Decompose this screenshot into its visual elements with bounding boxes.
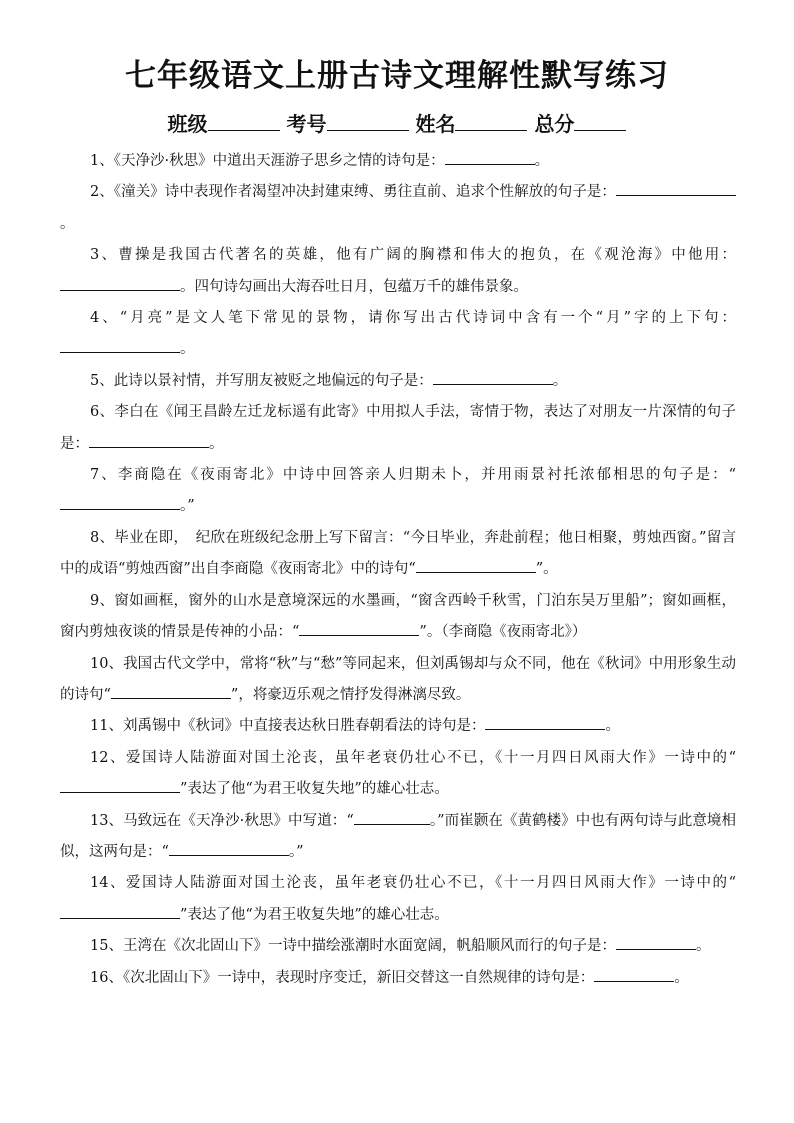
- answer-blank[interactable]: [60, 903, 180, 919]
- question-text: 。: [674, 969, 689, 986]
- question-8: [60, 523, 736, 586]
- question-text: 。”而崔颢在《黄鹤楼》中也有两句诗与此意境相似，这两句是：“: [60, 812, 736, 860]
- question-text: 16、《次北固山下》一诗中，表现时序变迁，新旧交替这一自然规律的诗句是：: [90, 969, 595, 986]
- answer-blank[interactable]: [89, 432, 209, 448]
- answer-blank[interactable]: [433, 369, 553, 385]
- exam-no-blank[interactable]: [327, 110, 409, 131]
- score-label: 总分: [534, 112, 575, 136]
- question-4: [60, 303, 736, 366]
- question-text: 。: [60, 215, 75, 232]
- question-14: [60, 868, 736, 931]
- question-text: 2、《潼关》诗中表现作者渴望冲决封建束缚、勇往直前、追求个性解放的句子是：: [90, 184, 616, 201]
- question-text: 15、王湾在《次北固山下》一诗中描绘涨潮时水面宽阔，帆船顺风而行的句子是：: [90, 938, 616, 955]
- question-text: 4、“月亮”是文人笔下常见的景物，请你写出古代诗词中含有一个“月”字的上下句：: [90, 310, 736, 327]
- answer-blank[interactable]: [594, 966, 674, 982]
- question-12: [60, 743, 736, 806]
- class-label: 班级: [167, 112, 208, 136]
- question-16: [60, 963, 736, 994]
- question-text: 。: [695, 938, 711, 955]
- score-blank[interactable]: [574, 110, 626, 131]
- question-text: 9、窗如画框，窗外的山水是意境深远的水墨画，“窗含西岭千秋雪，门泊东吴万里船”；窗如画框，窗内剪烛夜谈的情景是传神的小品：“: [60, 592, 736, 641]
- question-text: 。: [534, 153, 550, 169]
- question-text: 。”: [180, 498, 195, 515]
- question-text: 。: [209, 435, 224, 452]
- question-text: 5、此诗以景衬情，并写朋友被贬之地偏远的句子是：: [90, 372, 433, 389]
- question-text: ”，将豪迈乐观之情抒发得淋漓尽致。: [230, 686, 471, 703]
- question-15: [60, 931, 736, 962]
- question-text: 7、李商隐在《夜雨寄北》中诗中回答亲人归期未卜，并用雨景衬托浓郁相思的句子是：“: [90, 467, 736, 484]
- question-text: 12、爱国诗人陆游面对国土沦丧，虽年老衰仍壮心不已，《十一月四日风雨大作》一诗中的“: [90, 749, 736, 766]
- question-text: ”。（李商隐《夜雨寄北》）: [419, 624, 587, 641]
- question-9: [60, 586, 736, 649]
- question-10: [60, 649, 736, 712]
- question-text: 11、刘禹锡中《秋词》中直接表达秋日胜春朝看法的诗句是：: [90, 718, 486, 735]
- question-3: [60, 240, 736, 303]
- question-text: 。四句诗勾画出大海吞吐日月，包蕴万千的雄伟景象。: [180, 278, 528, 295]
- answer-blank[interactable]: [169, 840, 289, 856]
- answer-blank[interactable]: [60, 275, 180, 291]
- question-text: ”。: [535, 561, 558, 578]
- answer-blank[interactable]: [354, 809, 430, 825]
- question-text: 。: [552, 372, 568, 389]
- class-blank[interactable]: [208, 110, 280, 131]
- question-text: ”表达了他“为君王收复失地”的雄心壮志。: [180, 781, 449, 798]
- answer-blank[interactable]: [299, 620, 419, 636]
- question-7: [60, 460, 736, 523]
- question-text: 3、曹操是我国古代著名的英雄，他有广阔的胸襟和伟大的抱负，在《观沧海》中他用：: [90, 247, 736, 264]
- question-5: [60, 366, 736, 397]
- exam-no-label: 考号: [286, 112, 327, 136]
- question-13: [60, 806, 736, 869]
- answer-blank[interactable]: [416, 557, 536, 573]
- question-text: 1、《天净沙·秋思》中道出天涯游子思乡之情的诗句是：: [90, 153, 445, 169]
- answer-blank[interactable]: [445, 149, 535, 165]
- question-text: 。: [605, 718, 620, 735]
- answer-blank[interactable]: [485, 714, 605, 730]
- question-1: [60, 146, 736, 177]
- name-label: 姓名: [415, 112, 456, 136]
- question-2: [60, 177, 736, 240]
- answer-blank[interactable]: [60, 494, 180, 510]
- question-text: 。”: [288, 843, 304, 860]
- answer-blank[interactable]: [60, 777, 180, 793]
- question-text: 14、爱国诗人陆游面对国土沦丧，虽年老衰仍壮心不已，《十一月四日风雨大作》一诗中的“: [90, 875, 736, 892]
- page-title: 七年级语文上册古诗文理解性默写练习: [125, 58, 669, 94]
- question-text: 10、我国古代文学中，常将“秋”与“愁”等同起来，但刘禹锡却与众不同，他在《秋词》中用形象生动的诗句“: [60, 655, 736, 703]
- name-blank[interactable]: [455, 110, 527, 131]
- question-6: [60, 397, 736, 460]
- question-text: 13、马致远在《天净沙·秋思》中写道：“: [90, 812, 354, 829]
- question-list: [60, 146, 736, 994]
- question-text: 6、李白在《闻王昌龄左迁龙标遥有此寄》中用拟人手法，寄情于物，表达了对朋友一片深情的句子是：: [60, 404, 736, 452]
- student-info-line: [0, 110, 794, 138]
- question-11: [60, 711, 736, 742]
- question-text: 8、毕业在即， 纪欣在班级纪念册上写下留言：“今日毕业，奔赴前程；他日相聚，剪烛西窗。”留言中的成语“剪烛西窗”出自李商隐《夜雨寄北》中的诗句“: [60, 529, 736, 578]
- answer-blank[interactable]: [616, 180, 736, 196]
- answer-blank[interactable]: [60, 337, 180, 353]
- question-text: ”表达了他“为君王收复失地”的雄心壮志。: [180, 906, 449, 923]
- answer-blank[interactable]: [616, 934, 696, 950]
- question-text: 。: [180, 341, 195, 358]
- answer-blank[interactable]: [111, 683, 231, 699]
